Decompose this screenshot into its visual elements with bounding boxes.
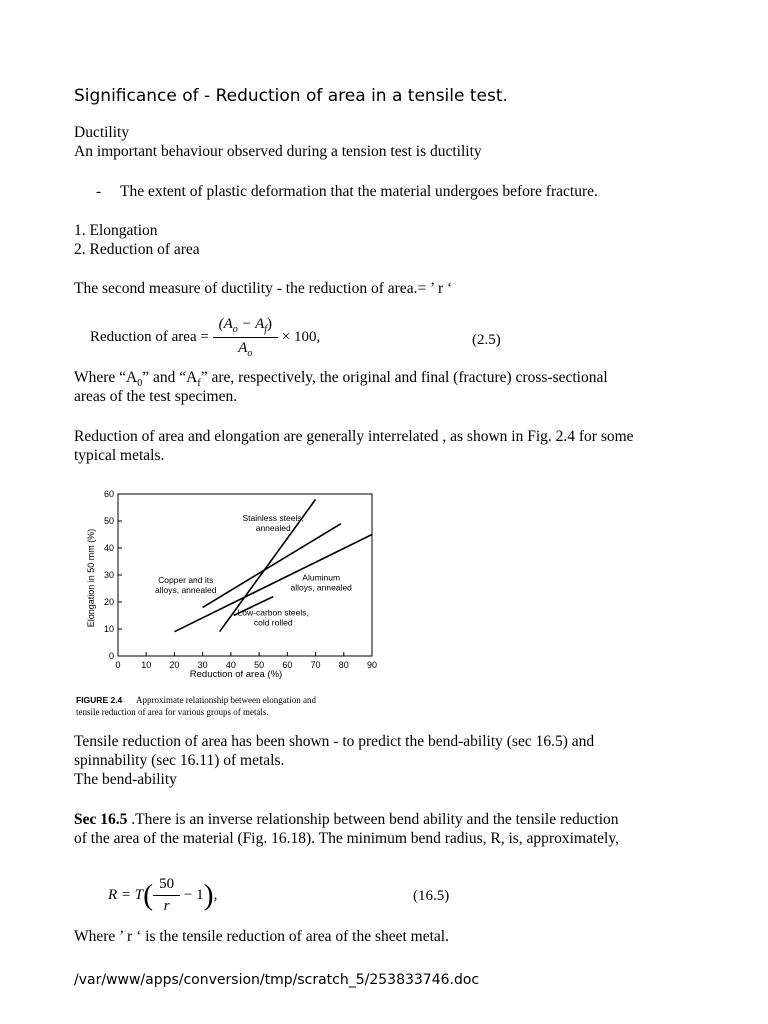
eq-numerator: $(A_o - A_f)$ bbox=[213, 316, 278, 338]
y-tick-label: 30 bbox=[103, 570, 114, 580]
eq-denominator: $A_o$ bbox=[238, 340, 253, 359]
ductility-intro: An important behaviour observed during a tension test is ductility bbox=[74, 143, 482, 160]
equation-2-5 bbox=[90, 316, 320, 359]
x-tick-label: 0 bbox=[115, 660, 121, 670]
annotation-stainless-steels-line: annealed bbox=[255, 523, 291, 533]
where-r: Where ’ r ‘ is the tensile reduction of area of the sheet metal. bbox=[74, 928, 449, 945]
figure-2-4-chart bbox=[76, 484, 386, 724]
annotation-stainless-steels-line: Stainless steels, bbox=[242, 513, 304, 523]
x-tick-label: 40 bbox=[225, 660, 236, 670]
caption-line-1: Approximate relationship between elongation and bbox=[136, 695, 316, 705]
bend-line-3: The bend-ability bbox=[74, 771, 177, 788]
y-tick-label: 10 bbox=[103, 624, 114, 634]
where-line-1: Where “$A_0$” and “$A_f$” are, respectively, the original and final (fracture) cross-sectional bbox=[74, 369, 608, 390]
interrelated-line-2: typical metals. bbox=[74, 447, 165, 464]
eq16-lhs: R = T bbox=[108, 886, 144, 903]
annotation-copper-alloys-line: alloys, annealed bbox=[155, 585, 217, 596]
y-tick-label: 0 bbox=[108, 651, 114, 661]
second-measure: The second measure of ductility - the reduction of area.= ’ r ‘ bbox=[74, 280, 453, 297]
x-tick-label: 10 bbox=[141, 660, 152, 670]
y-tick-label: 50 bbox=[103, 516, 114, 526]
bullet-marker: - bbox=[96, 183, 102, 200]
where-line-2: areas of the test specimen. bbox=[74, 388, 238, 405]
chart-xlabel: Reduction of area (%) bbox=[189, 669, 283, 680]
x-tick-label: 50 bbox=[254, 660, 265, 670]
x-tick-label: 30 bbox=[197, 660, 208, 670]
sec-16-5-line-2: of the area of the material (Fig. 16.18). The minimum bend radius, R, is, approximately, bbox=[74, 830, 619, 847]
sec-16-5-label: Sec 16.5 bbox=[74, 811, 128, 828]
x-tick-label: 20 bbox=[169, 660, 180, 670]
x-tick-label: 90 bbox=[366, 660, 378, 670]
series-line-copper-alloys bbox=[203, 524, 341, 608]
eq-number: (2.5) bbox=[472, 332, 501, 348]
measure-elongation: 1. Elongation bbox=[74, 222, 158, 239]
eq16-number: (16.5) bbox=[413, 888, 450, 904]
annotation-low-carbon-steels-line: cold rolled bbox=[253, 617, 293, 628]
footer-path: /var/www/apps/conversion/tmp/scratch_5/253833746.doc bbox=[74, 972, 480, 988]
x-tick-label: 80 bbox=[338, 660, 349, 670]
eq-fraction bbox=[213, 316, 278, 359]
bullet-text: The extent of plastic deformation that the material undergoes before fracture. bbox=[120, 183, 598, 200]
x-tick-label: 60 bbox=[282, 660, 293, 670]
annotation-copper-alloys-line: Copper and its bbox=[158, 575, 214, 586]
annotation-aluminum-alloys-line: alloys, annealed bbox=[290, 582, 352, 593]
x-tick-label: 70 bbox=[310, 660, 321, 670]
chart-ylabel: Elongation in 50 mm (%) bbox=[86, 528, 96, 628]
y-tick-label: 60 bbox=[103, 489, 114, 499]
sec-16-5-line-1: Sec 16.5 .There is an inverse relationship between bend ability and the tensile reduction bbox=[74, 811, 619, 828]
caption-label: FIGURE 2.4 bbox=[76, 695, 123, 705]
equation-16-5: R = T( $\frac{50}{r}$ − 1), bbox=[108, 876, 218, 914]
bend-line-2: spinnability (sec 16.11) of metals. bbox=[74, 752, 285, 769]
y-tick-label: 20 bbox=[103, 597, 114, 607]
ductility-label: Ductility bbox=[74, 124, 130, 141]
y-tick-label: 40 bbox=[103, 543, 114, 553]
bend-line-1: Tensile reduction of area has been shown - to predict the bend-ability (sec 16.5) and bbox=[74, 733, 595, 750]
eq-lhs: Reduction of area = bbox=[90, 328, 209, 345]
measure-reduction: 2. Reduction of area bbox=[74, 241, 200, 258]
annotation-aluminum-alloys-line: Aluminum bbox=[302, 572, 341, 583]
eq-times: × 100, bbox=[281, 328, 321, 345]
page-title: Significance of - Reduction of area in a tensile test. bbox=[74, 86, 508, 106]
caption-line-2: tensile reduction of area for various groups of metals. bbox=[76, 707, 269, 717]
interrelated-line-1: Reduction of area and elongation are generally interrelated , as shown in Fig. 2.4 for some bbox=[74, 428, 634, 445]
eq16-fraction: $\frac{50}{r}$ bbox=[153, 876, 180, 915]
annotation-low-carbon-steels-line: Low-carbon steels, bbox=[237, 607, 309, 618]
